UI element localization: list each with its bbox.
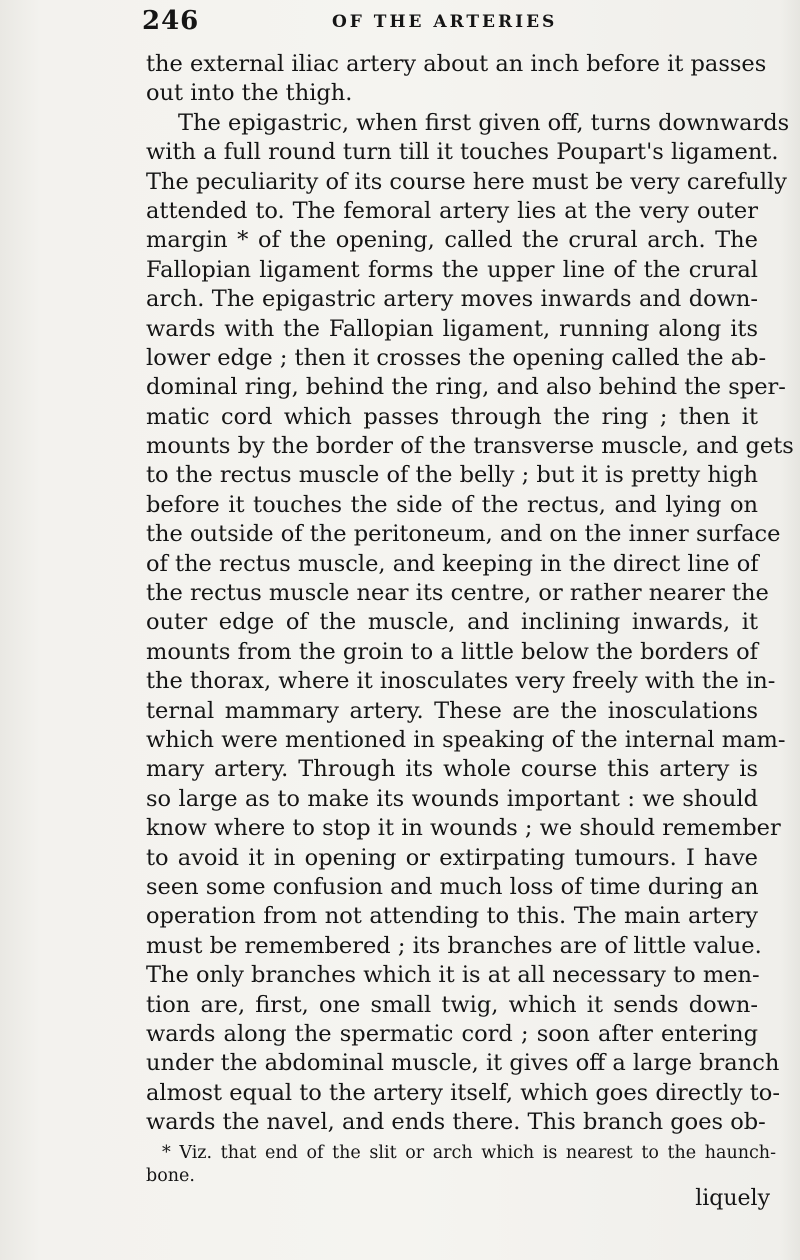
body-text (146, 50, 794, 1137)
text-line: to the rectus muscle of the belly ; but it is pretty high (146, 462, 758, 489)
text-line: the thorax, where it inosculates very freely with the in- (146, 668, 776, 695)
footnote-line: bone. (146, 1166, 195, 1186)
text-line: to avoid it in opening or extirpating tumours. I have (146, 844, 758, 871)
text-line: arch. The epigastric artery moves inwards and down- (146, 286, 758, 313)
page-number: 246 (142, 6, 200, 36)
running-head: OF THE ARTERIES (332, 12, 558, 32)
text-line: the external iliac artery about an inch before it passes (146, 51, 767, 77)
text-line: with a full round turn till it touches Poupart's ligament. (146, 139, 779, 166)
text-line: almost equal to the artery itself, which goes directly to- (146, 1079, 780, 1106)
text-line: The only branches which it is at all necessary to men- (146, 962, 760, 989)
text-line: wards the navel, and ends there. This branch goes ob- (146, 1109, 766, 1136)
text-line: before it touches the side of the rectus, and lying on (146, 491, 758, 518)
text-line: dominal ring, behind the ring, and also behind the sper- (146, 374, 786, 401)
text-line: Fallopian ligament forms the upper line of the crural (146, 256, 758, 283)
text-line: wards along the spermatic cord ; soon after entering (146, 1020, 758, 1047)
text-line: operation from not attending to this. The main artery (146, 903, 758, 930)
text-line: out into the thigh. (146, 80, 353, 107)
footnote (146, 1142, 776, 1188)
text-line: so large as to make its wounds important : we should (146, 785, 758, 812)
text-line: tion are, first, one small twig, which it sends down- (146, 991, 758, 1018)
text-line: mary artery. Through its whole course this artery is (146, 756, 758, 783)
text-line: The epigastric, when first given off, turns downwards (178, 109, 790, 136)
text-line: which were mentioned in speaking of the internal mam- (146, 726, 786, 753)
text-line: the outside of the peritoneum, and on the inner surface (146, 521, 781, 548)
text-line: under the abdominal muscle, it gives off a large branch (146, 1050, 780, 1077)
text-line: mounts from the groin to a little below the borders of (146, 638, 758, 665)
text-line: ternal mammary artery. These are the inosculations (146, 697, 758, 724)
text-line: margin * of the opening, called the crural arch. The (146, 227, 758, 254)
text-line: of the rectus muscle, and keeping in the direct line of (146, 550, 759, 577)
page-header (142, 6, 762, 38)
footnote-line: * Viz. that end of the slit or arch which is nearest to the haunch- (162, 1143, 776, 1163)
catchword: liquely (695, 1186, 770, 1211)
text-line: lower edge ; then it crosses the opening called the ab- (146, 344, 767, 371)
text-line: wards with the Fallopian ligament, running along its (146, 315, 758, 342)
text-line: mounts by the border of the transverse muscle, and gets (146, 433, 794, 460)
text-line: attended to. The femoral artery lies at the very outer (146, 197, 758, 224)
text-line: matic cord which passes through the ring ; then it (146, 403, 758, 430)
text-line: outer edge of the muscle, and inclining inwards, it (146, 609, 758, 636)
text-line: know where to stop it in wounds ; we should remember (146, 815, 781, 842)
text-line: must be remembered ; its branches are of little value. (146, 932, 762, 959)
text-line: the rectus muscle near its centre, or rather nearer the (146, 580, 769, 607)
text-line: The peculiarity of its course here must be very carefully (146, 168, 787, 195)
text-line: seen some confusion and much loss of time during an (146, 873, 759, 900)
